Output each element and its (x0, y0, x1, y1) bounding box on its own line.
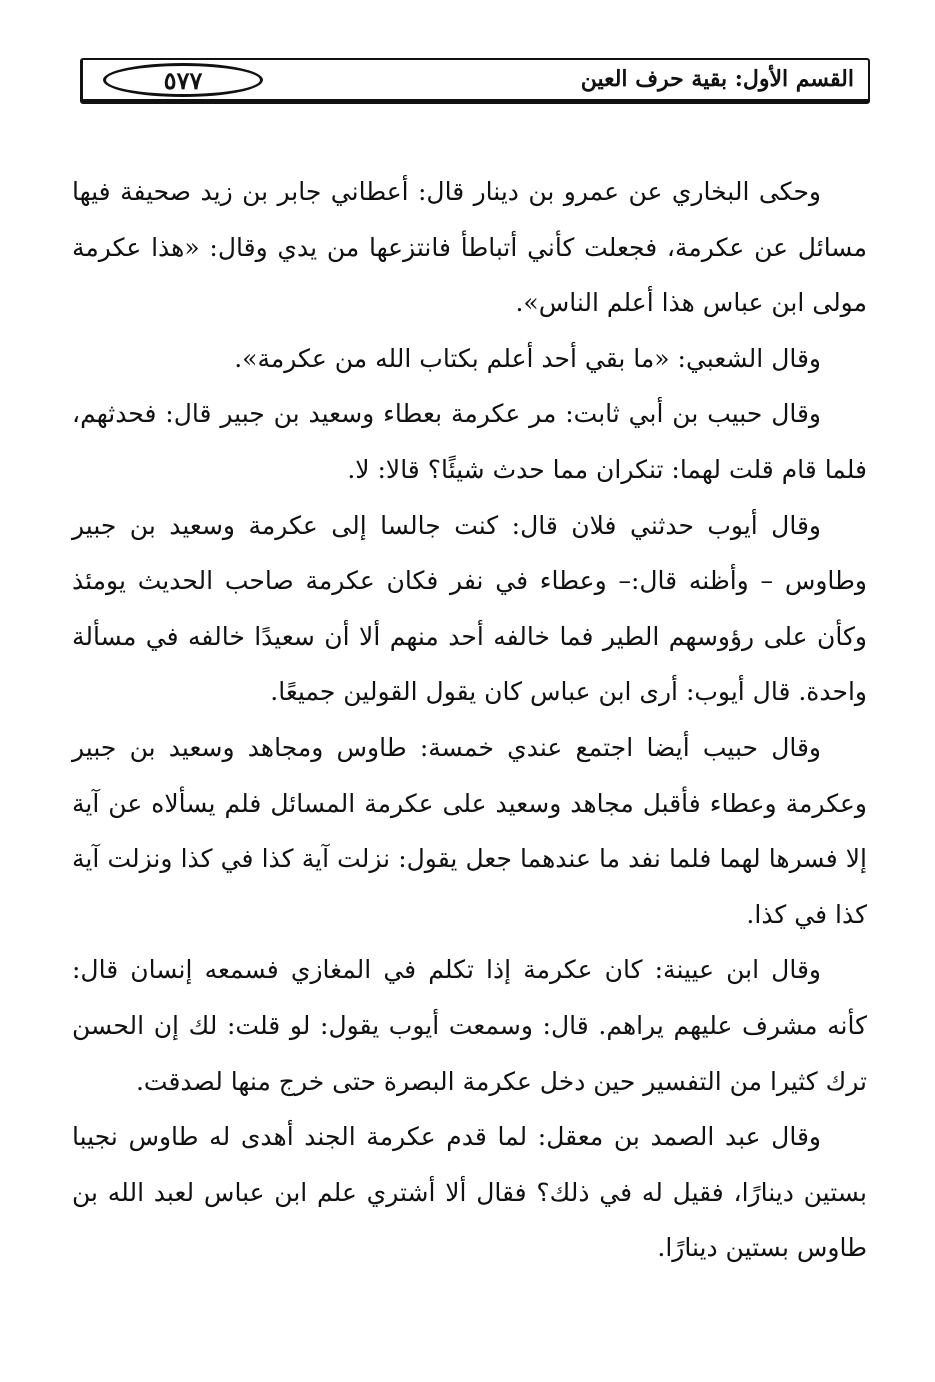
body-text (72, 164, 867, 1276)
paragraph-5: وقال حبيب أيضا اجتمع عندي خمسة: طاوس ومجاهد وسعيد بن جبير وعكرمة وعطاء فأقبل مجاهد وسعيد على عكرمة المسائل فلم يسألاه عن آية إلا فسرها لهما فلما نفد ما عندهما جعل يقول: نزلت آية كذا في كذا ونزلت آية كذا في كذا. (72, 732, 867, 929)
paragraph-2: وقال الشعبي: «ما بقي أحد أعلم بكتاب الله من عكرمة». (234, 343, 821, 373)
section-title: القسم الأول: بقية حرف العين (580, 66, 854, 92)
paragraph-3: وقال حبيب بن أبي ثابت: مر عكرمة بعطاء وسعيد بن جبير قال: فحدثهم، فلما قام قلت لهما: تنكران مما حدث شيئًا؟ قالا: لا. (72, 399, 867, 484)
page-number: ٥٧٧ (103, 63, 263, 97)
paragraph-1: وحكى البخاري عن عمرو بن دينار قال: أعطاني جابر بن زيد صحيفة فيها مسائل عن عكرمة، فجعلت كأني أتباطأ فانتزعها من يدي وقال: «هذا عكرمة مولى ابن عباس هذا أعلم الناس». (72, 177, 867, 318)
paragraph-7: وقال عبد الصمد بن معقل: لما قدم عكرمة الجند أهدى له طاوس نجيبا بستين دينارًا، فقيل له في ذلك؟ فقال ألا أشتري علم ابن عباس لعبد الله بن طاوس بستين دينارًا. (72, 1122, 867, 1263)
paragraph-6: وقال ابن عيينة: كان عكرمة إذا تكلم في المغازي فسمعه إنسان قال: كأنه مشرف عليهم يراهم. قال: وسمعت أيوب يقول: لو قلت: لك إن الحسن ترك كثيرا من التفسير حين دخل عكرمة البصرة حتى خرج منها لصدقت. (72, 955, 867, 1096)
running-header (80, 58, 870, 104)
paragraph-4: وقال أيوب حدثني فلان قال: كنت جالسا إلى عكرمة وسعيد بن جبير وطاوس – وأظنه قال:– وعطاء في نفر فكان عكرمة صاحب الحديث يومئذ وكأن على رؤوسهم الطير فما خالفه أحد منهم ألا أن سعيدًا خالفه في مسألة واحدة. قال أيوب: أرى ابن عباس كان يقول القولين جميعًا. (72, 510, 868, 707)
